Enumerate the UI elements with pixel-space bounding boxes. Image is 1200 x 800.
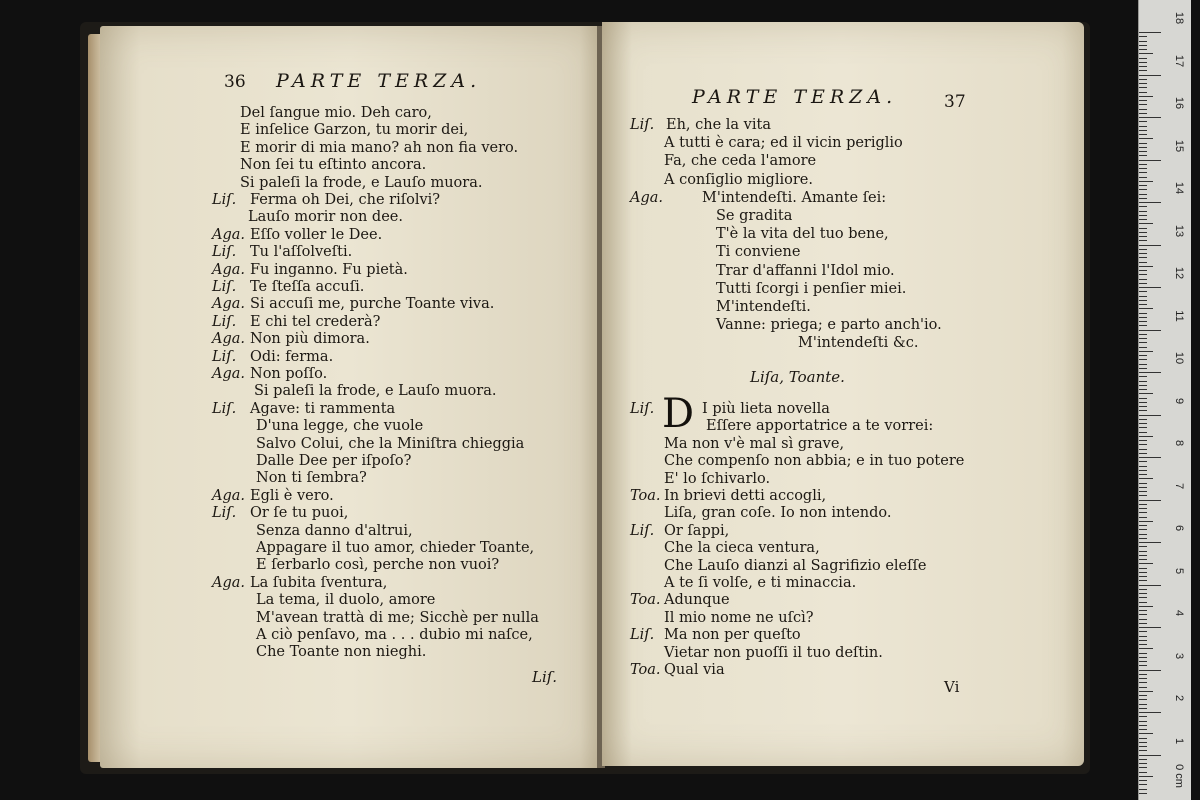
ruler-tick: [1139, 546, 1147, 547]
verse-line: Ma non v'è mal sì grave,: [664, 435, 845, 452]
verse-line: Salvo Colui, che la Miniſtra chieggia: [256, 435, 525, 452]
ruler-tick: [1139, 58, 1147, 59]
ruler-tick: [1139, 542, 1161, 543]
ruler-number: 10: [1173, 351, 1185, 365]
ruler-tick: [1139, 538, 1147, 539]
speaker-label: Aga.: [212, 331, 246, 348]
ruler-number: 4: [1173, 609, 1185, 617]
ruler-tick: [1139, 79, 1147, 80]
verse-line: Si paleſi la frode, e Lauſo muora.: [240, 174, 483, 191]
left-page: [100, 26, 600, 768]
ruler-tick: [1139, 772, 1147, 773]
speaker-label: Liſ.: [212, 400, 237, 417]
ruler-tick: [1139, 512, 1147, 513]
ruler-tick: [1139, 130, 1147, 131]
ruler-tick: [1139, 87, 1147, 88]
ruler-tick: [1139, 36, 1147, 37]
speaker-label: Aga.: [212, 366, 246, 382]
ruler-tick: [1139, 206, 1147, 207]
ruler-tick: [1139, 444, 1147, 445]
verse-line: E chi tel crederà?: [250, 313, 381, 330]
ruler-tick: [1139, 555, 1147, 556]
verse-line: Lauſo morir non dee.: [248, 209, 403, 226]
ruler-tick: [1139, 49, 1147, 50]
ruler-tick: [1139, 342, 1147, 343]
speaker-label: Liſ.: [212, 279, 237, 295]
verse-line: Si accuſi me, purche Toante viva.: [250, 296, 495, 313]
verse-line: Ferma oh Dei, che riſolvi?: [250, 192, 441, 208]
verse-line: Eſſo voller le Dee.: [250, 226, 383, 243]
ruler-tick: [1139, 746, 1147, 747]
verse-line: Adunque: [664, 592, 730, 609]
ruler-tick: [1139, 423, 1147, 424]
ruler-number: 6: [1173, 524, 1185, 532]
ruler-tick: [1139, 104, 1147, 105]
ruler-tick: [1139, 551, 1147, 552]
ruler-tick: [1139, 202, 1161, 203]
ruler-number: 15: [1173, 139, 1185, 152]
ruler-tick: [1139, 262, 1147, 263]
verse-line: Si paleſi la frode, e Lauſo muora.: [254, 383, 497, 400]
ruler-tick: [1139, 198, 1147, 199]
ruler-tick: [1139, 572, 1147, 573]
ruler-tick: [1139, 457, 1161, 458]
verse-line: I più lieta novella: [702, 401, 830, 417]
ruler-tick: [1139, 699, 1147, 700]
left-page-number: 36: [224, 72, 246, 92]
verse-line: M'intendeſti.: [716, 299, 811, 315]
ruler-tick: [1139, 661, 1147, 662]
verse-line: La ſubita ſventura,: [250, 574, 388, 591]
ruler-tick: [1139, 164, 1147, 165]
verse-line: Dalle Dee per iſpoſo?: [256, 453, 412, 469]
verse-line: Non ſei tu eſtinto ancora.: [240, 157, 427, 174]
ruler-tick: [1139, 483, 1147, 484]
verse-line: La tema, il duolo, amore: [256, 592, 436, 609]
verse-line: Tu l'aſſolveſti.: [250, 244, 353, 261]
ruler-tick: [1139, 534, 1147, 535]
ruler-tick: [1139, 168, 1147, 169]
ruler-tick: [1139, 648, 1153, 649]
ruler-tick: [1139, 143, 1147, 144]
ruler-tick: [1139, 410, 1147, 411]
ruler-unit-label: 0 cm: [1173, 764, 1185, 788]
ruler-tick: [1139, 121, 1147, 122]
ruler-tick: [1139, 474, 1147, 475]
ruler-tick: [1139, 253, 1147, 254]
speaker-label: Liſ.: [630, 117, 655, 133]
ruler-tick: [1139, 155, 1147, 156]
speaker-label: Liſ.: [212, 313, 237, 330]
ruler-tick: [1139, 627, 1161, 628]
ruler-tick: [1139, 478, 1153, 479]
ruler-tick: [1139, 313, 1147, 314]
verse-line: Fu inganno. Fu pietà.: [250, 261, 408, 278]
ruler-tick: [1139, 619, 1147, 620]
verse-line: Il mio nome ne uſcì?: [664, 609, 814, 626]
verse-line: Eſſere apportatrice a te vorrei:: [706, 418, 934, 435]
ruler-tick: [1139, 440, 1147, 441]
ruler-tick: [1139, 691, 1153, 692]
ruler-tick: [1139, 236, 1147, 237]
ruler-tick: [1139, 325, 1147, 326]
ruler-tick: [1139, 563, 1153, 564]
ruler-tick: [1139, 678, 1147, 679]
ruler-tick: [1139, 750, 1147, 751]
ruler-tick: [1139, 359, 1147, 360]
ruler-tick: [1139, 665, 1147, 666]
ruler-number: 17: [1173, 54, 1185, 67]
verse-line: Non più dimora.: [250, 331, 370, 348]
ruler-tick: [1139, 147, 1147, 148]
ruler-tick: [1139, 232, 1147, 233]
ruler-tick: [1139, 41, 1147, 42]
speaker-label: Liſ.: [212, 192, 237, 208]
ruler-tick: [1139, 83, 1147, 84]
ruler-number: 7: [1173, 482, 1185, 489]
ruler-tick: [1139, 249, 1147, 250]
ruler-tick: [1139, 215, 1147, 216]
ruler-tick: [1139, 283, 1147, 284]
verse-line: Te ſteſſa accuſi.: [250, 279, 365, 295]
ruler-number: 14: [1173, 181, 1185, 195]
ruler-tick: [1139, 789, 1147, 790]
ruler-tick: [1139, 712, 1161, 713]
ruler-tick: [1139, 733, 1153, 734]
ruler-tick: [1139, 674, 1147, 675]
ruler-tick: [1139, 419, 1147, 420]
ruler-tick: [1139, 181, 1153, 182]
verse-line: D'una legge, che vuole: [256, 418, 424, 435]
ruler-tick: [1139, 45, 1147, 46]
verse-line: Senza danno d'altrui,: [256, 522, 413, 539]
ruler-tick: [1139, 504, 1147, 505]
ruler-tick: [1139, 606, 1153, 607]
verse-line: Or ſappi,: [664, 522, 730, 539]
verse-line: T'è la vita del tuo bene,: [716, 226, 889, 243]
ruler-tick: [1139, 291, 1147, 292]
ruler-tick: [1139, 228, 1147, 229]
right-page: [602, 22, 1084, 766]
ruler-tick: [1139, 287, 1161, 288]
ruler-tick: [1139, 32, 1161, 33]
ruler-tick: [1139, 219, 1147, 220]
verse-line: Agave: ti rammenta: [250, 400, 396, 417]
ruler-tick: [1139, 415, 1161, 416]
ruler-tick: [1139, 304, 1147, 305]
verse-line: E ſerbarlo così, perche non vuoi?: [256, 557, 500, 574]
ruler-tick: [1139, 708, 1147, 709]
ruler-tick: [1139, 631, 1147, 632]
ruler-tick: [1139, 240, 1147, 241]
ruler-tick: [1139, 453, 1147, 454]
ruler-tick: [1139, 644, 1147, 645]
left-catchword: Liſ.: [532, 668, 558, 686]
ruler-tick: [1139, 436, 1153, 437]
ruler-tick: [1139, 610, 1147, 611]
ruler-tick: [1139, 398, 1147, 399]
ruler-tick: [1139, 53, 1153, 54]
ruler-tick: [1139, 317, 1147, 318]
ruler-number: 1: [1173, 737, 1185, 744]
verse-line: Che la cieca ventura,: [664, 540, 820, 557]
ruler-tick: [1139, 508, 1147, 509]
ruler-tick: [1139, 223, 1153, 224]
verse-line: A tutti è cara; ed il vicin periglio: [664, 135, 903, 152]
ruler-tick: [1139, 66, 1147, 67]
verse-line: Ti conviene: [716, 244, 801, 261]
verse-line: Eh, che la vita: [666, 117, 771, 133]
verse-line: Odi: ferma.: [250, 348, 334, 365]
ruler-tick: [1139, 529, 1147, 530]
ruler-tick: [1139, 138, 1153, 139]
left-page-header: PARTE TERZA.: [276, 70, 482, 92]
right-page-header: PARTE TERZA.: [692, 86, 898, 108]
ruler-tick: [1139, 491, 1147, 492]
verse-line: Appagare il tuo amor, chieder Toante,: [256, 540, 535, 556]
ruler-tick: [1139, 92, 1147, 93]
ruler-tick: [1139, 525, 1147, 526]
ruler-tick: [1139, 729, 1147, 730]
verse-line: Non ti ſembra?: [256, 470, 367, 487]
ruler-tick: [1139, 776, 1153, 777]
ruler-tick: [1139, 517, 1147, 518]
ruler-number: 11: [1173, 309, 1185, 322]
verse-line: Che Lauſo dianzi al Sagrifizio eleſſe: [664, 557, 927, 574]
ruler-tick: [1139, 580, 1147, 581]
ruler-tick: [1139, 593, 1147, 594]
ruler-tick: [1139, 274, 1147, 275]
ruler-tick: [1139, 670, 1161, 671]
ruler-tick: [1139, 334, 1147, 335]
ruler-tick: [1139, 308, 1153, 309]
ruler-tick: [1139, 177, 1147, 178]
ruler-tick: [1139, 568, 1147, 569]
verse-line: Ma non per queſto: [664, 627, 801, 644]
ruler-tick: [1139, 759, 1147, 760]
speaker-label: Toa.: [630, 662, 661, 678]
ruler-tick: [1139, 784, 1147, 785]
ruler-tick: [1139, 109, 1147, 110]
verse-line: E' lo ſchivarlo.: [664, 470, 771, 487]
speaker-label: Aga.: [212, 296, 246, 313]
ruler-tick: [1139, 500, 1161, 501]
ruler-tick: [1139, 134, 1147, 135]
verse-line: Che compenſo non abbia; e in tuo potere: [664, 453, 965, 470]
ruler-tick: [1139, 376, 1147, 377]
ruler-tick: [1139, 160, 1161, 161]
ruler-tick: [1139, 704, 1147, 705]
ruler-tick: [1139, 126, 1147, 127]
ruler-tick: [1139, 351, 1153, 352]
ruler-number: 2: [1173, 694, 1185, 702]
ruler-tick: [1139, 682, 1147, 683]
verse-line: Non poſſo.: [250, 366, 328, 382]
ruler-tick: [1139, 623, 1147, 624]
ruler-number: 9: [1173, 397, 1185, 404]
speaker-label: Aga.: [212, 487, 246, 504]
ruler-tick: [1139, 432, 1147, 433]
verse-line: Fa, che ceda l'amore: [664, 153, 817, 170]
ruler-tick: [1139, 62, 1147, 63]
ruler-tick: [1139, 172, 1147, 173]
ruler-tick: [1139, 194, 1147, 195]
ruler-tick: [1139, 466, 1147, 467]
ruler-number: 13: [1173, 224, 1185, 237]
ruler-tick: [1139, 742, 1147, 743]
ruler-tick: [1139, 427, 1147, 428]
verse-line: Trar d'affanni l'Idol mio.: [716, 262, 895, 279]
ruler-tick: [1139, 614, 1147, 615]
scene-title: Liſa, Toante.: [750, 368, 845, 386]
ruler-tick: [1139, 270, 1147, 271]
ruler-number: 8: [1173, 439, 1185, 447]
ruler-tick: [1139, 245, 1161, 246]
drop-cap: D: [662, 391, 695, 437]
ruler-tick: [1139, 657, 1147, 658]
ruler-tick: [1139, 487, 1147, 488]
ruler-tick: [1139, 470, 1147, 471]
ruler-tick: [1139, 585, 1161, 586]
ruler-tick: [1139, 495, 1147, 496]
speaker-label: Aga.: [212, 574, 246, 591]
speaker-label: Toa.: [630, 488, 661, 504]
ruler-tick: [1139, 296, 1147, 297]
ruler-tick: [1139, 738, 1147, 739]
ruler-number: 16: [1173, 96, 1185, 110]
measurement-ruler: [1138, 0, 1191, 800]
ruler-tick: [1139, 402, 1147, 403]
ruler-tick: [1139, 279, 1147, 280]
verse-line: A te ſi volſe, e ti minaccia.: [664, 575, 857, 591]
ruler-tick: [1139, 780, 1147, 781]
verse-line: Vietar non puoſſi il tuo deſtin.: [664, 644, 883, 661]
speaker-label: Aga.: [630, 189, 664, 206]
speaker-label: Aga.: [212, 261, 246, 278]
ruler-tick: [1139, 653, 1147, 654]
ruler-tick: [1139, 716, 1147, 717]
ruler-tick: [1139, 385, 1147, 386]
ruler-tick: [1139, 100, 1147, 101]
ruler-tick: [1139, 368, 1147, 369]
ruler-tick: [1139, 389, 1147, 390]
ruler-tick: [1139, 185, 1147, 186]
ruler-number: 12: [1173, 266, 1185, 280]
verse-line: Tutti ſcorgi i penſier miei.: [716, 280, 907, 297]
speaker-label: Toa.: [630, 592, 661, 609]
right-page-number: 37: [944, 92, 966, 112]
verse-line: Del ſangue mio. Deh caro,: [240, 105, 432, 121]
ruler-tick: [1139, 687, 1147, 688]
ruler-tick: [1139, 151, 1147, 152]
ruler-tick: [1139, 597, 1147, 598]
ruler-tick: [1139, 364, 1147, 365]
speaker-label: Liſ.: [630, 627, 655, 644]
ruler-tick: [1139, 393, 1153, 394]
ruler-tick: [1139, 559, 1147, 560]
verse-line: Se gradita: [716, 208, 793, 224]
ruler-tick: [1139, 96, 1153, 97]
speaker-label: Liſ.: [212, 244, 237, 261]
ruler-tick: [1139, 721, 1147, 722]
ruler-tick: [1139, 113, 1147, 114]
ruler-tick: [1139, 589, 1147, 590]
ruler-tick: [1139, 381, 1147, 382]
speaker-label: Aga.: [212, 226, 246, 243]
verse-line: Che Toante non nieghi.: [256, 644, 427, 661]
ruler-tick: [1139, 355, 1147, 356]
ruler-tick: [1139, 576, 1147, 577]
verse-line: E morir di mia mano? ah non fia vero.: [240, 139, 519, 156]
verse-line: M'intendeſti. Amante ſei:: [702, 189, 887, 206]
verse-line: Qual via: [664, 662, 725, 678]
ruler-tick: [1139, 338, 1147, 339]
ruler-tick: [1139, 257, 1147, 258]
ruler-tick: [1139, 75, 1161, 76]
right-catchword: Vi: [944, 678, 960, 696]
speaker-label: Liſ.: [212, 348, 237, 365]
speaker-label: Liſ.: [630, 401, 655, 417]
ruler-tick: [1139, 406, 1147, 407]
verse-line: A conſiglio migliore.: [664, 171, 813, 188]
ruler-tick: [1139, 330, 1161, 331]
ruler-tick: [1139, 70, 1147, 71]
ruler-tick: [1139, 636, 1147, 637]
ruler-tick: [1139, 725, 1147, 726]
ruler-number: 3: [1173, 652, 1185, 659]
verse-line: M'intendeſti &c.: [798, 335, 919, 352]
verse-line: Or ſe tu puoi,: [250, 505, 349, 522]
ruler-tick: [1139, 372, 1161, 373]
ruler-tick: [1139, 521, 1153, 522]
speaker-label: Liſ.: [630, 522, 655, 539]
ruler-tick: [1139, 117, 1161, 118]
ruler-tick: [1139, 755, 1161, 756]
ruler-tick: [1139, 695, 1147, 696]
ruler-tick: [1139, 602, 1147, 603]
ruler-tick: [1139, 640, 1147, 641]
ruler-tick: [1139, 300, 1147, 301]
ruler-tick: [1139, 793, 1147, 794]
verse-line: Egli è vero.: [250, 487, 334, 504]
ruler-tick: [1139, 461, 1147, 462]
ruler-tick: [1139, 321, 1147, 322]
ruler-number: 18: [1173, 11, 1185, 25]
ruler-tick: [1139, 211, 1147, 212]
verse-line: M'avean trattà di me; Sicchè per nulla: [256, 609, 539, 626]
speaker-label: Liſ.: [212, 505, 237, 522]
ruler-tick: [1139, 763, 1147, 764]
ruler-tick: [1139, 266, 1153, 267]
verse-line: Vanne: priega; e parto anch'io.: [716, 317, 942, 334]
verse-line: E inſelice Garzon, tu morir dei,: [240, 122, 469, 139]
verse-line: Liſa, gran coſe. Io non intendo.: [664, 505, 892, 522]
ruler-number: 5: [1173, 567, 1185, 574]
verse-line: In brievi detti accogli,: [664, 488, 827, 504]
ruler-tick: [1139, 449, 1147, 450]
ruler-tick: [1139, 767, 1147, 768]
ruler-tick: [1139, 347, 1147, 348]
ruler-tick: [1139, 189, 1147, 190]
verse-line: A ciò penſavo, ma . . . dubio mi naſce,: [256, 627, 533, 643]
